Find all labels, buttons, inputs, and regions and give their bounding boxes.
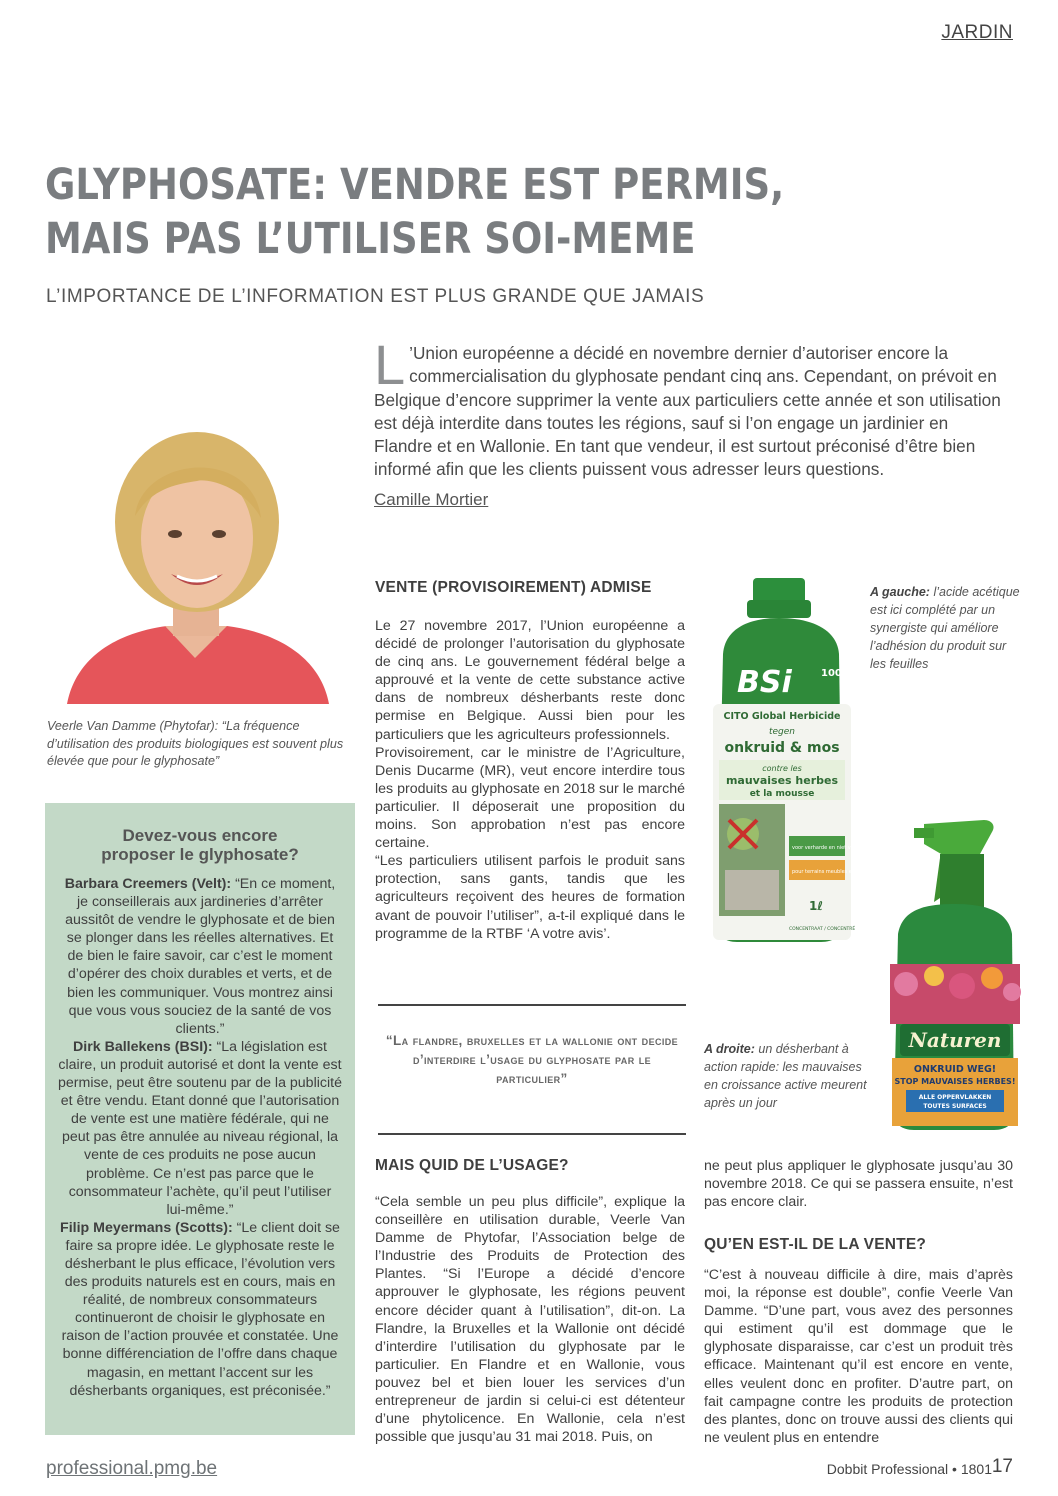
intro-paragraph bbox=[374, 333, 1010, 482]
intro-text: ’Union européenne a décidé en novembre dernier d’autoriser encore la commercialisation du glyphosate pendant cinq ans. Cependant, on prévoit en Belgique d’encore supprimer la vente aux particuliers cette année et son utilisation est déjà interdite dans toutes les régions, sauf si l’on engage un jardinier en Flandre et en Wallonie. En tant que vendeur, il est surtout préconisé d’être bien informé afin que les clients puissent vous adresser leurs questions. bbox=[374, 343, 1001, 480]
bsi-concentrate: CONCENTRAAT / CONCENTRÉ bbox=[789, 927, 856, 932]
pull-quote: “La flandre, bruxelles et la wallonie ont decide d’interdire l’usage du glyphosate par le particulier” bbox=[385, 1033, 679, 1086]
pull-quote-rule-top bbox=[378, 1004, 686, 1006]
section-body-usage: “Cela semble un peu plus difficile”, explique la conseillère en utilisation durable, Veerle Van Damme de Phytofar, l’Association belge de l’Industrie des Produits de Protection des Plantes. “Si l’Europe a décidé d’encore approuver le glyphosate, les régions peuvent encore décider quant à l’utilisation”, dit-on. La Flandre, la Bruxelles et la Wallonie ont décidé d’interdire l’utilisation du glyphosate par le particulier. En Flandre et en Wallonie, vous pouvez bel et bien louer les services d’un entrepreneur de jardin si celui-ci est détenteur d’une phytolicence. En Wallonie, cela n’est possible que jusqu’au 31 mai 2018. Puis, on bbox=[375, 1194, 685, 1446]
caption-label: A droite: bbox=[704, 1042, 755, 1056]
sidebar-title-line-2: proposer le glyphosate? bbox=[101, 845, 299, 864]
bsi-brand: BSi bbox=[737, 665, 792, 700]
naturen-line-1: ONKRUID WEG! bbox=[913, 1064, 997, 1075]
portrait-caption: Veerle Van Damme (Phytofar): “La fréquence d’utilisation des produits biologiques est souvent plus élevée que pour le glyphosate” bbox=[47, 719, 344, 769]
naturen-bottle-illustration bbox=[884, 814, 1024, 1132]
bsi-volume: 1ℓ bbox=[809, 899, 824, 913]
bsi-tegen: tegen bbox=[768, 727, 796, 737]
quote-text: “En ce moment, je conseillerais aux jardineries d’arrêter aussitôt de vendre le glyphosate et de bien se plonger dans les réelles alternatives. Et de bien le faire savoir, car c’est le moment d’opérer des choix durables et verts, et de bien les communiquer. Vous montrez ainsi que vous vous souciez de la santé de vos clients.” bbox=[65, 876, 336, 1037]
naturen-line-4: TOUTES SURFACES bbox=[923, 1103, 987, 1110]
section-heading-usage: MAIS QUID DE L’USAGE? bbox=[375, 1157, 569, 1174]
portrait-photo bbox=[47, 426, 343, 704]
sidebar-title bbox=[45, 826, 355, 864]
footer-url-link[interactable]: professional.pmg.be bbox=[46, 1458, 218, 1479]
paragraph: Provisoirement, car le ministre de l’Agriculture, Denis Ducarme (MR), veut encore interdire tous les produits au glyphosate en 2018 sur le marché particulier. Il déposerait une proposition du moins. Son approbation n’est pas encore certaine. bbox=[375, 744, 685, 852]
footer-page-number: 17 bbox=[991, 1456, 1013, 1477]
section-heading-vente: VENTE (PROVISOIREMENT) ADMISE bbox=[375, 579, 652, 596]
paragraph: “Les particuliers utilisent parfois le produit sans protection, sans gants, tandis que les agriculteurs reçoivent des heures de formation avant de pouvoir l’utiliser”, a-t-il expliqué dans le programme de la RTBF ‘A votre avis’. bbox=[375, 853, 685, 942]
section-tag: JARDIN bbox=[941, 22, 1013, 43]
quote-text: “Le client doit se faire sa propre idée. Le glyphosate reste le désherbant le plus efficace, l’évolution vers des produits naturels est en cours, mais en réalité, de nombreux consommateurs continueront de choisir le glyphosate en raison de l’action prouvée et constatée. Une bonne différenciation de l’offre dans chaque magasin, en mettant l’accent sur les désherbants organiques, est préconisée.” bbox=[61, 1219, 340, 1399]
continuation-paragraph: ne peut plus appliquer le glyphosate jusqu’au 30 novembre 2018. Ce qui se passera ensuite, n’est pas encore clair. bbox=[704, 1158, 1013, 1211]
footer-magazine: Dobbit Professional • 1801 bbox=[826, 1461, 992, 1477]
headline bbox=[45, 158, 871, 266]
bsi-name-nl: onkruid & mos bbox=[724, 740, 840, 756]
bsi-fr-3: et la mousse bbox=[749, 789, 815, 799]
paragraph: Le 27 novembre 2017, l’Union européenne a décidé de prolonger l’autorisation du glyphosate de cinq ans. Le gouvernement fédéral belge a approuvé et la vente de cette substance active dans de nombreux désherbants reste donc permise en Belgique. Aussi bien pour les particuliers que les agriculteurs professionnels. bbox=[375, 618, 685, 743]
author-byline[interactable]: Camille Mortier bbox=[374, 490, 489, 509]
quote-name: Barbara Creemers (Velt): bbox=[64, 876, 232, 892]
caption-left-product bbox=[870, 583, 1020, 673]
bsi-product: CITO Global Herbicide bbox=[723, 711, 841, 722]
naturen-line-3: ALLE OPPERVLAKKEN bbox=[918, 1094, 992, 1101]
bsi-fr-1: contre les bbox=[762, 764, 802, 773]
caption-right-product bbox=[704, 1040, 876, 1112]
bsi-bottle-illustration bbox=[703, 574, 895, 946]
quote-name: Dirk Ballekens (BSI): bbox=[73, 1038, 213, 1055]
sidebar-quotes bbox=[58, 875, 342, 1400]
naturen-line-2: STOP MAUVAISES HERBES! bbox=[894, 1077, 1016, 1086]
naturen-spray-bottle bbox=[884, 814, 1024, 1132]
headline-line-1: GLYPHOSATE: VENDRE EST PERMIS, bbox=[45, 160, 785, 210]
bsi-note-2: pour terrains meubles et revêtus bbox=[792, 869, 875, 875]
headline-line-2: MAIS PAS L’UTILISER SOI-MEME bbox=[45, 214, 696, 264]
section-heading-vente-question: QU’EN EST-IL DE LA VENTE? bbox=[704, 1236, 927, 1253]
bsi-herbicide-bottle bbox=[703, 574, 895, 946]
pull-quote-rule-bottom bbox=[378, 1133, 686, 1135]
portrait-illustration bbox=[47, 426, 343, 704]
bsi-fr-2: mauvaises herbes bbox=[725, 774, 839, 787]
naturen-brand: Naturen bbox=[908, 1028, 1002, 1052]
section-body-vente bbox=[375, 617, 685, 943]
bsi-badge: 100 bbox=[821, 668, 842, 679]
caption-text: un désherbant à action rapide: les mauvaises en croissance active meurent après un jour bbox=[704, 1042, 867, 1110]
subheading: L’IMPORTANCE DE L’INFORMATION EST PLUS GRANDE QUE JAMAIS bbox=[46, 286, 705, 307]
quote-name: Filip Meyermans (Scotts): bbox=[60, 1219, 233, 1236]
bsi-note-1: voor verharde en niet verharde terreinen bbox=[792, 845, 895, 851]
sidebar-title-line-1: Devez-vous encore bbox=[122, 826, 278, 845]
quote-text: “La législation est claire, un produit autorisé et dont la vente est permise, peut être soutenu par de la publicité et être vendu. Etant donné que l’autorisation de vente est une matière fédérale, qui ne peut pas être annulée au niveau régional, la vente de ces produits ne pose aucun problème. Ce n’est pas parce que le consommateur l’achète, qu’il peut l’utiliser lui-même.” bbox=[58, 1038, 342, 1218]
drop-cap: L bbox=[374, 333, 406, 396]
caption-label: A gauche: bbox=[870, 585, 930, 599]
caption-text: l’acide acétique est ici complété par un synergiste qui améliore l’adhésion du produit sur les feuilles bbox=[870, 585, 1020, 671]
section-body-vente-question: “C’est à nouveau difficile à dire, mais d’après moi, la réponse est double”, confie Veerle Van Damme. “D’une part, vous avez des personnes qui estiment qu’il est dommage que le glyphosate disparaisse, car c’est un produit très efficace. Maintenant qu’il est encore en vente, elles veulent donc en profiter. D’autre part, on fait campagne contre les produits de protection des plantes, donc on trouve aussi des clients qui ne veulent plus en entendre bbox=[704, 1267, 1013, 1446]
